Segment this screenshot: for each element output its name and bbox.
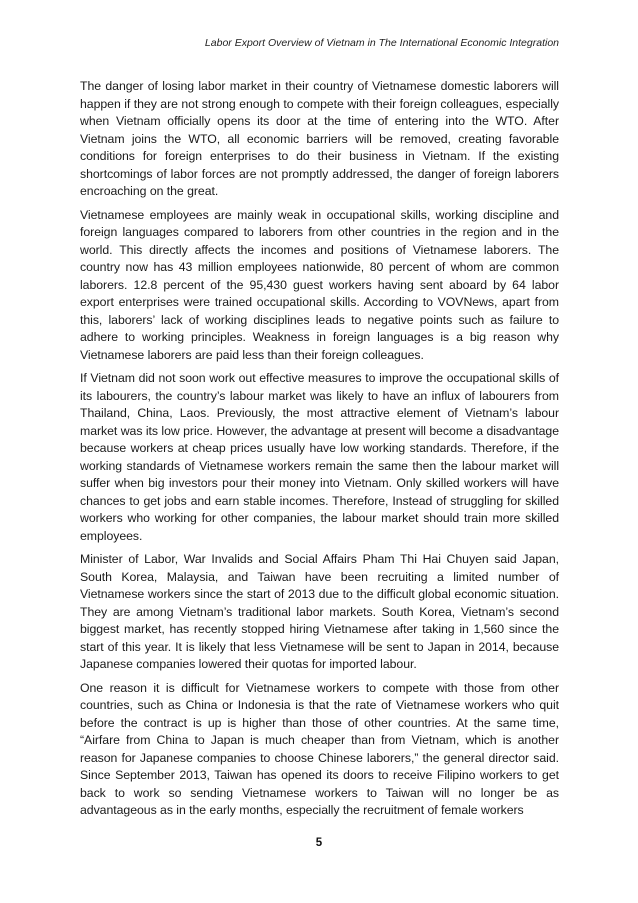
- page-body: [80, 78, 559, 826]
- page-number: 5: [315, 837, 323, 849]
- paragraph-5: One reason it is difficult for Vietnamese workers to compete with those from other countries, such as China or Indonesia is that the rate of Vietnamese workers who quit before the contract is up is higher than those of other countries. At the same time, “Airfare from China to Japan is much cheaper than from Vietnam, which is another reason for Japanese companies to choose Chinese laborers,” the general director said. Since September 2013, Taiwan has opened its doors to receive Filipino workers to get back to work so sending Vietnamese workers to Taiwan will no longer be as advantageous as in the early months, especially the recruitment of female workers: [80, 680, 559, 817]
- running-header: Labor Export Overview of Vietnam in The International Economic Integration: [204, 37, 559, 49]
- paragraph-4: Minister of Labor, War Invalids and Social Affairs Pham Thi Hai Chuyen said Japan, South Korea, Malaysia, and Taiwan have been recruiting a limited number of Vietnamese workers since the start of 2013 due to the difficult global economic situation. They are among Vietnam’s traditional labor markets. South Korea, Vietnam’s second biggest market, has recently stopped hiring Vietnamese after taking in 1,560 since the start of this year. It is likely that less Vietnamese will be sent to Japan in 2014, because Japanese companies lowered their quotas for imported labour.: [80, 552, 559, 671]
- paragraph-1: The danger of losing labor market in their country of Vietnamese domestic laborers will happen if they are not strong enough to compete with their foreign colleagues, especially when Vietnam officially opens its door at the time of entering into the WTO. After Vietnam joins the WTO, all economic barriers will be removed, creating favorable conditions for foreign enterprises to do their business in Vietnam. If the existing shortcomings of labor forces are not promptly addressed, the danger of foreign laborers encroaching on the great.: [80, 79, 559, 198]
- paragraph-3: If Vietnam did not soon work out effective measures to improve the occupational skills of its labourers, the country’s labour market was likely to have an influx of labourers from Thailand, China, Laos. Previously, the most attractive element of Vietnam’s labour market was its low price. However, the advantage at present will become a disadvantage because workers at cheap prices usually have low working standards. Therefore, if the working standards of Vietnamese workers remain the same then the labour market will suffer when big investors pour their money into Vietnam. Only skilled workers will have chances to get jobs and earn stable incomes. Therefore, Instead of struggling for skilled workers who working for other companies, the labour market should train more skilled employees.: [80, 371, 559, 543]
- paragraph-2: Vietnamese employees are mainly weak in occupational skills, working discipline and foreign languages compared to laborers from other countries in the region and in the world. This directly affects the incomes and positions of Vietnamese laborers. The country now has 43 million employees nationwide, 80 percent of whom are common laborers. 12.8 percent of the 95,430 guest workers having sent aboard by 64 labor export enterprises were trained occupational skills. According to VOVNews, apart from this, laborers’ lack of working disciplines leads to negative points such as failure to adhere to working principles. Weakness in foreign languages is a big reason why Vietnamese laborers are paid less than their foreign colleagues.: [80, 207, 559, 362]
